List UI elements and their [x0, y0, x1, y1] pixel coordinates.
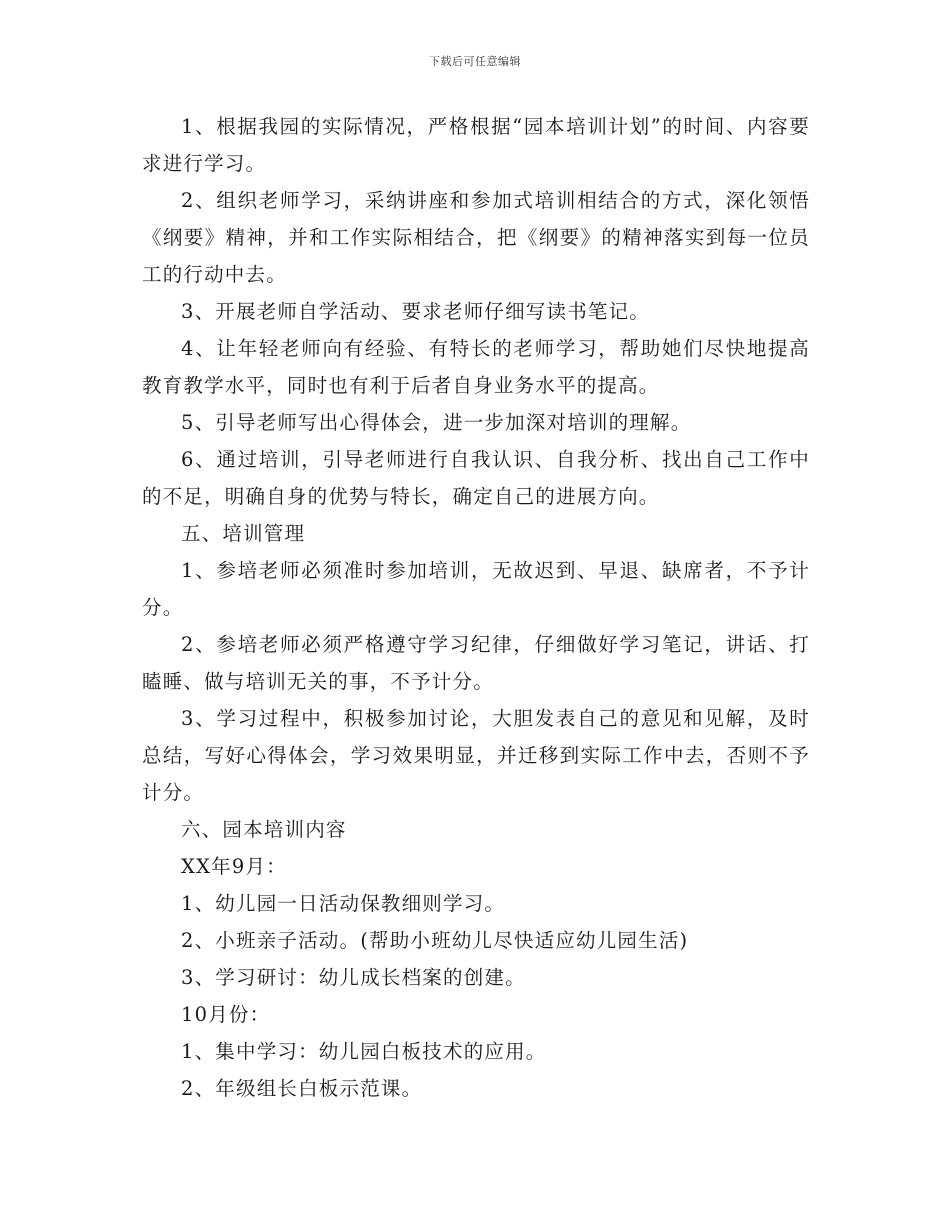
month-heading: XX年9月： [181, 855, 287, 878]
paragraph: 1、根据我园的实际情况，严格根据“园本培训计划”的时间、内容要求进行学习。 [142, 115, 810, 175]
page-header-note: 下载后可任意编辑 [429, 55, 521, 68]
paragraph: 1、参培老师必须准时参加培训，无故迟到、早退、缺席者，不予计分。 [142, 559, 810, 619]
paragraph: 3、学习过程中，积极参加讨论，大胆发表自己的意见和见解，及时总结，写好心得体会，学习效果明显，并迁移到实际工作中去，否则不予计分。 [142, 707, 810, 804]
list-item: 2、年级组长白板示范课。 [181, 1077, 423, 1100]
section-heading: 六、园本培训内容 [181, 818, 347, 841]
section-heading: 五、培训管理 [181, 522, 306, 545]
list-item: 1、幼儿园一日活动保教细则学习。 [181, 892, 506, 915]
list-item: 2、小班亲子活动。(帮助小班幼儿尽快适应幼儿园生活) [181, 929, 689, 952]
paragraph: 4、让年轻老师向有经验、有特长的老师学习，帮助她们尽快地提高教育教学水平，同时也有利于后者自身业务水平的提高。 [142, 337, 810, 397]
paragraph: 6、通过培训，引导老师进行自我认识、自我分析、找出自己工作中的不足，明确自身的优势与特长，确定自己的进展方向。 [142, 448, 810, 508]
document-body [142, 108, 810, 1107]
list-item: 1、集中学习：幼儿园白板技术的应用。 [181, 1040, 547, 1063]
paragraph: 2、参培老师必须严格遵守学习纪律，仔细做好学习笔记，讲话、打瞌睡、做与培训无关的事，不予计分。 [142, 633, 810, 693]
month-heading: 10月份： [181, 1003, 271, 1026]
paragraph: 5、引导老师写出心得体会，进一步加深对培训的理解。 [181, 411, 692, 434]
paragraph: 2、组织老师学习，采纳讲座和参加式培训相结合的方式，深化领悟《纲要》精神，并和工作实际相结合，把《纲要》的精神落实到每一位员工的行动中去。 [142, 189, 810, 286]
list-item: 3、学习研讨：幼儿成长档案的创建。 [181, 966, 526, 989]
paragraph: 3、开展老师自学活动、要求老师仔细写读书笔记。 [181, 300, 651, 323]
